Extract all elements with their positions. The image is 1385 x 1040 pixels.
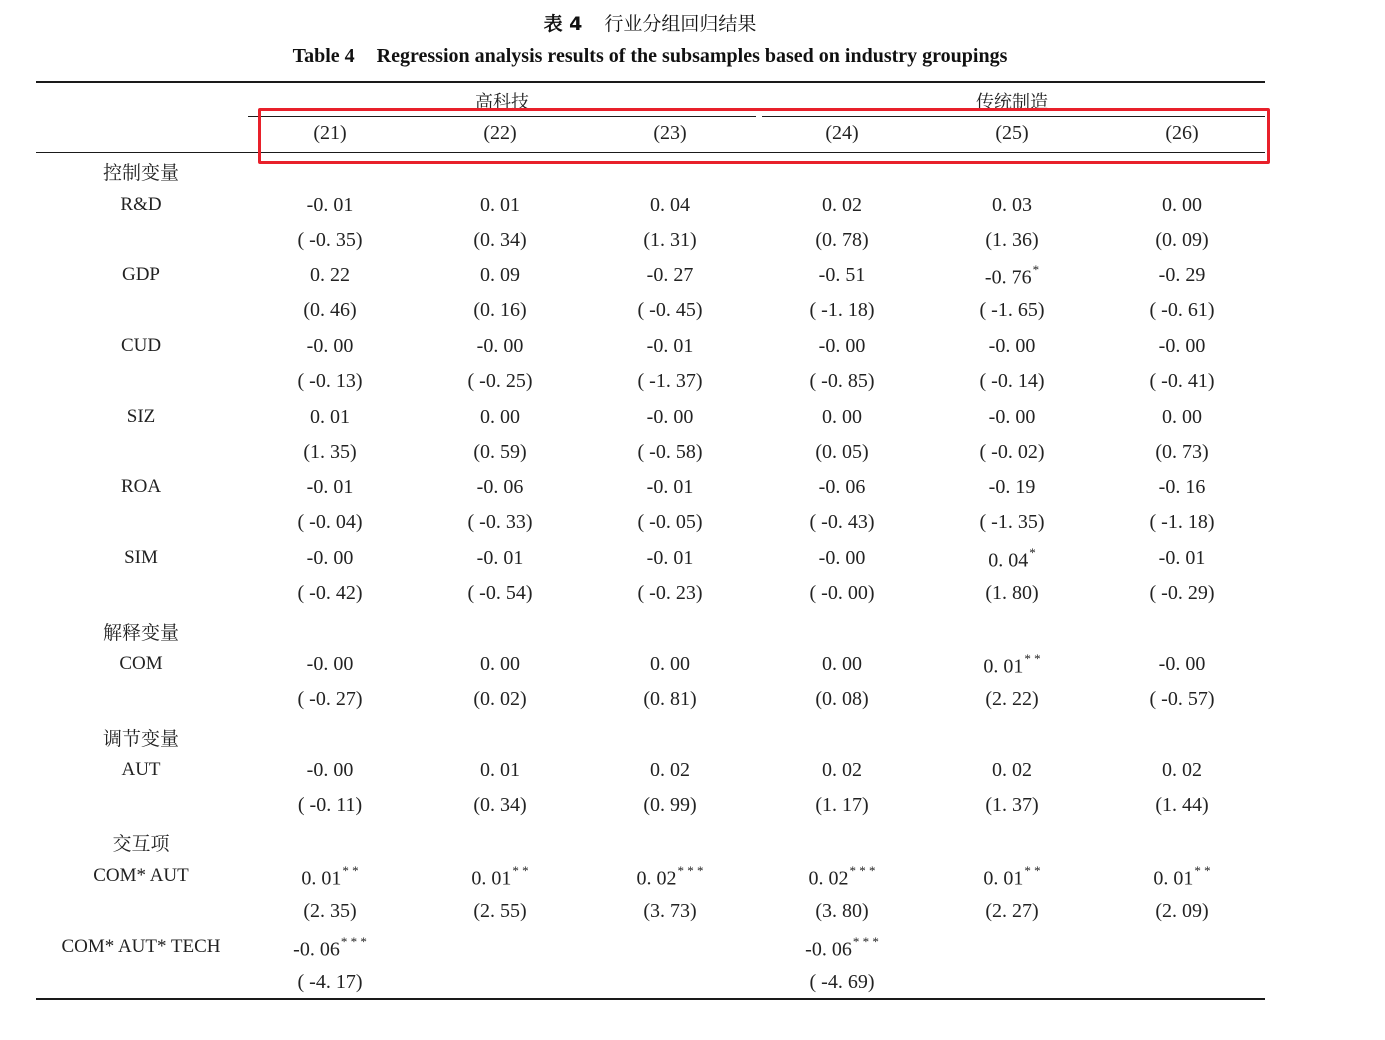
coefficient-cell-text: 0. 04 [988,549,1029,572]
coefficient-cell [590,406,750,429]
coefficient-cell-text: 0. 01 [983,867,1024,890]
coefficient-cell-text: -0. 06 [805,938,852,961]
coefficient-cell-text: -0. 19 [988,476,1036,498]
t-statistic-cell [1102,794,1262,817]
row-label-text: R&D [120,194,162,215]
coefficient-cell [420,476,580,499]
coefficient-cell [590,335,750,358]
table-caption-cn: 行业分组回归结果 [604,13,757,35]
coefficient-cell-text: -0. 27 [646,264,694,286]
t-statistic-cell-text: (0. 09) [1155,229,1209,251]
t-statistic-cell [250,441,410,464]
t-statistic-cell [1102,900,1262,923]
t-statistic-cell [250,971,410,994]
t-statistic-cell [590,441,750,464]
t-statistic-cell-text: (0. 08) [815,688,869,710]
t-statistic-cell [420,441,580,464]
t-statistic-cell-text: ( -1. 37) [637,370,703,392]
row-label-text: ROA [120,476,162,497]
t-statistic-cell [762,229,922,252]
row-label-text: COM [119,653,163,674]
t-statistic-cell [420,900,580,923]
t-statistic-cell-text: (1. 36) [985,229,1039,251]
row-label [31,759,251,781]
t-statistic-cell-text: ( -0. 54) [467,582,533,604]
t-statistic-cell [932,582,1092,605]
table-title-cn [0,9,1300,36]
coefficient-cell-text: 0. 00 [650,653,690,675]
coefficient-cell-text: 0. 01 [480,194,520,216]
coefficient-cell [932,194,1092,217]
t-statistic-cell-text: (0. 34) [473,229,527,251]
t-statistic-cell [250,688,410,711]
t-statistic-cell [932,299,1092,322]
section-label-interaction-text: 交互项 [112,833,170,855]
coefficient-cell-text: 0. 09 [480,264,520,286]
t-statistic-cell-text: ( -0. 57) [1149,688,1215,710]
t-statistic-cell-text: (0. 59) [473,441,527,463]
significance-stars: * * * [849,863,876,878]
row-label-text: AUT [121,759,161,780]
coefficient-cell-text: 0. 02 [808,867,849,890]
coefficient-cell-text: 0. 22 [310,264,350,286]
coefficient-cell-text: 0. 00 [480,653,520,675]
t-statistic-cell-text: (1. 44) [1155,794,1209,816]
t-statistic-cell-text: (1. 31) [643,229,697,251]
row-label-text: GDP [121,264,160,285]
coefficient-cell [762,865,922,891]
coefficient-cell [932,476,1092,499]
t-statistic-cell [250,794,410,817]
coefficient-cell [932,759,1092,782]
row-label-text: COM* AUT* TECH [61,936,221,957]
t-statistic-cell-text: (1. 80) [985,582,1039,604]
coefficient-cell-text: -0. 29 [1158,264,1206,286]
coefficient-cell-text: 0. 02 [1162,759,1202,781]
t-statistic-cell [590,582,750,605]
t-statistic-cell-text: ( -0. 85) [809,370,875,392]
significance-stars: * * [1194,863,1211,878]
t-statistic-cell-text: ( -0. 33) [467,511,533,533]
t-statistic-cell [590,229,750,252]
t-statistic-cell-text: ( -4. 17) [297,971,363,993]
coefficient-cell-text: -0. 51 [818,264,866,286]
column-header-23: (23) [653,122,687,144]
t-statistic-cell [420,511,580,534]
t-statistic-cell-text: ( -0. 00) [809,582,875,604]
section-label-control-text: 控制变量 [102,162,179,184]
t-statistic-cell-text: ( -0. 61) [1149,299,1215,321]
t-statistic-cell-text: (1. 35) [303,441,357,463]
t-statistic-cell [250,511,410,534]
section-label-moderating [61,724,221,751]
row-label [31,335,251,357]
coefficient-cell [590,653,750,676]
t-statistic-cell [932,441,1092,464]
t-statistic-cell-text: (0. 78) [815,229,869,251]
t-statistic-cell [420,229,580,252]
coefficient-cell [250,335,410,358]
t-statistic-cell-text: ( -0. 13) [297,370,363,392]
t-statistic-cell [762,971,922,994]
coefficient-cell [1102,335,1262,358]
coefficient-cell [590,264,750,287]
row-label [31,194,251,216]
row-label [31,406,251,428]
t-statistic-cell-text: (0. 02) [473,688,527,710]
t-statistic-cell [932,794,1092,817]
t-statistic-cell-text: (0. 99) [643,794,697,816]
t-statistic-cell [932,511,1092,534]
coefficient-cell-text: 0. 00 [1162,194,1202,216]
coefficient-cell [932,335,1092,358]
significance-stars: * [1029,545,1036,560]
t-statistic-cell [932,900,1092,923]
coefficient-cell [932,865,1092,891]
t-statistic-cell-text: ( -0. 58) [637,441,703,463]
t-statistic-cell [1102,441,1262,464]
coefficient-cell [420,194,580,217]
column-header-25: (25) [995,122,1029,144]
coefficient-cell [590,865,750,891]
t-statistic-cell-text: ( -1. 18) [1149,511,1215,533]
coefficient-cell-text: -0. 00 [306,335,354,357]
t-statistic-cell-text: ( -0. 35) [297,229,363,251]
t-statistic-cell-text: ( -0. 14) [979,370,1045,392]
coefficient-cell-text: 0. 01 [983,655,1024,678]
row-label-text: COM* AUT [93,865,189,886]
row-label [31,476,251,498]
t-statistic-cell [590,299,750,322]
coefficient-cell-text: -0. 00 [646,406,694,428]
t-statistic-cell-text: ( -1. 35) [979,511,1045,533]
coefficient-cell-text: 0. 00 [822,653,862,675]
t-statistic-cell [932,229,1092,252]
row-label-text: CUD [120,335,162,356]
coefficient-cell [250,936,410,962]
t-statistic-cell [1102,582,1262,605]
t-statistic-cell-text: (2. 22) [985,688,1039,710]
t-statistic-cell-text: (1. 17) [815,794,869,816]
significance-stars: * * [1024,651,1041,666]
coefficient-cell-text: -0. 01 [646,335,694,357]
section-label-moderating-text: 调节变量 [102,728,179,750]
coefficient-cell [590,476,750,499]
t-statistic-cell-text: ( -0. 02) [979,441,1045,463]
coefficient-cell [1102,759,1262,782]
coefficient-cell [932,547,1092,573]
significance-stars: * * * [677,863,704,878]
t-statistic-cell [1102,229,1262,252]
t-statistic-cell-text: ( -0. 27) [297,688,363,710]
t-statistic-cell-text: ( -1. 65) [979,299,1045,321]
coefficient-cell [762,759,922,782]
coefficient-cell-text: -0. 00 [818,547,866,569]
t-statistic-cell-text: (0. 81) [643,688,697,710]
t-statistic-cell [1102,511,1262,534]
coefficient-cell [250,653,410,676]
group-label-high-tech: 高科技 [475,92,529,113]
t-statistic-cell [1102,688,1262,711]
coefficient-cell-text: 0. 02 [822,759,862,781]
coefficient-cell-text: 0. 04 [650,194,690,216]
t-statistic-cell [590,900,750,923]
coefficient-cell [1102,653,1262,676]
t-statistic-cell-text: (2. 09) [1155,900,1209,922]
table-caption-en: Regression analysis results of the subsamples based on industry groupings [376,45,1008,67]
t-statistic-cell [762,794,922,817]
coefficient-cell-text: -0. 01 [306,194,354,216]
row-label [31,936,251,958]
coefficient-cell [1102,547,1262,570]
t-statistic-cell-text: (1. 37) [985,794,1039,816]
t-statistic-cell-text: (0. 73) [1155,441,1209,463]
coefficient-cell [420,759,580,782]
coefficient-cell-text: -0. 01 [646,476,694,498]
coefficient-cell [420,406,580,429]
significance-stars: * * * [852,934,879,949]
coefficient-cell-text: 0. 00 [1162,406,1202,428]
coefficient-cell [762,476,922,499]
coefficient-cell-text: 0. 03 [992,194,1032,216]
coefficient-cell [590,547,750,570]
coefficient-cell-text: -0. 01 [1158,547,1206,569]
coefficient-cell [1102,194,1262,217]
coefficient-cell-text: -0. 00 [306,547,354,569]
significance-stars: * * [342,863,359,878]
coefficient-cell [420,653,580,676]
row-label-text: SIM [124,547,158,568]
t-statistic-cell-text: (0. 16) [473,299,527,321]
t-statistic-cell [762,370,922,393]
t-statistic-cell [932,370,1092,393]
column-header-26: (26) [1165,122,1199,144]
t-statistic-cell [762,688,922,711]
coefficient-cell [1102,865,1262,891]
highlight-box [258,108,1270,164]
t-statistic-cell [420,582,580,605]
t-statistic-cell-text: ( -0. 04) [297,511,363,533]
t-statistic-cell-text: ( -0. 45) [637,299,703,321]
coefficient-cell-text: -0. 01 [306,476,354,498]
t-statistic-cell [762,441,922,464]
coefficient-cell-text: -0. 01 [476,547,524,569]
t-statistic-cell [590,794,750,817]
coefficient-cell-text: 0. 00 [480,406,520,428]
coefficient-cell-text: 0. 00 [822,406,862,428]
coefficient-cell-text: -0. 01 [646,547,694,569]
t-statistic-cell [590,511,750,534]
coefficient-cell [250,476,410,499]
t-statistic-cell-text: (0. 34) [473,794,527,816]
section-label-explanatory-text: 解释变量 [102,622,179,644]
coefficient-cell-text: 0. 01 [471,867,512,890]
coefficient-cell [250,406,410,429]
coefficient-cell-text: -0. 16 [1158,476,1206,498]
t-statistic-cell-text: ( -4. 69) [809,971,875,993]
t-statistic-cell [762,299,922,322]
coefficient-cell [250,264,410,287]
t-statistic-cell-text: ( -0. 41) [1149,370,1215,392]
column-header-22: (22) [483,122,517,144]
coefficient-cell [762,264,922,287]
column-header-21: (21) [313,122,347,144]
t-statistic-cell [250,900,410,923]
coefficient-cell-text: -0. 00 [1158,335,1206,357]
t-statistic-cell [250,299,410,322]
t-statistic-cell-text: (3. 73) [643,900,697,922]
coefficient-cell [762,406,922,429]
t-statistic-cell-text: ( -0. 29) [1149,582,1215,604]
coefficient-cell-text: -0. 06 [293,938,340,961]
significance-stars: * [1032,262,1040,277]
coefficient-cell-text: -0. 00 [1158,653,1206,675]
t-statistic-cell-text: (0. 05) [815,441,869,463]
t-statistic-cell-text: ( -0. 05) [637,511,703,533]
coefficient-cell-text: -0. 00 [988,406,1036,428]
t-statistic-cell-text: ( -0. 43) [809,511,875,533]
t-statistic-cell-text: (2. 35) [303,900,357,922]
t-statistic-cell-text: ( -1. 18) [809,299,875,321]
coefficient-cell-text: -0. 76 [984,266,1032,289]
coefficient-cell [762,936,922,962]
t-statistic-cell [420,299,580,322]
coefficient-cell [932,406,1092,429]
section-label-interaction [61,829,221,856]
section-label-control [61,158,221,185]
coefficient-cell [250,759,410,782]
table-number-cn: 表 4 [543,13,583,35]
column-header-24: (24) [825,122,859,144]
t-statistic-cell [1102,299,1262,322]
t-statistic-cell [420,370,580,393]
t-statistic-cell [250,370,410,393]
coefficient-cell-text: -0. 00 [818,335,866,357]
significance-stars: * * [512,863,529,878]
significance-stars: * * * [340,934,367,949]
coefficient-cell-text: -0. 06 [818,476,866,498]
coefficient-cell [1102,476,1262,499]
t-statistic-cell-text: (2. 55) [473,900,527,922]
row-label [31,547,251,569]
group-label-traditional: 传统制造 [976,92,1048,113]
row-label [31,264,251,286]
coefficient-cell [762,335,922,358]
t-statistic-cell-text: ( -0. 11) [297,794,363,816]
coefficient-cell-text: -0. 00 [476,335,524,357]
section-label-explanatory [61,618,221,645]
coefficient-cell [762,194,922,217]
coefficient-cell [250,194,410,217]
coefficient-cell-text: 0. 01 [1153,867,1194,890]
row-label [31,865,251,887]
coefficient-cell-text: 0. 02 [822,194,862,216]
t-statistic-cell [762,900,922,923]
coefficient-cell [250,547,410,570]
coefficient-cell [420,865,580,891]
t-statistic-cell [250,229,410,252]
coefficient-cell-text: -0. 00 [306,759,354,781]
coefficient-cell [420,547,580,570]
significance-stars: * * [1024,863,1041,878]
coefficient-cell-text: 0. 01 [310,406,350,428]
coefficient-cell-text: 0. 01 [301,867,342,890]
coefficient-cell [590,759,750,782]
coefficient-cell [932,653,1092,679]
t-statistic-cell [420,794,580,817]
t-statistic-cell [250,582,410,605]
table-title-en [0,45,1300,68]
coefficient-cell-text: 0. 02 [636,867,677,890]
t-statistic-cell [590,688,750,711]
table-number-en: Table 4 [292,45,355,67]
t-statistic-cell-text: (0. 46) [303,299,357,321]
t-statistic-cell [420,688,580,711]
coefficient-cell [250,865,410,891]
coefficient-cell-text: 0. 02 [992,759,1032,781]
row-label [31,653,251,675]
top-rule [36,81,1265,83]
t-statistic-cell-text: ( -0. 25) [467,370,533,392]
t-statistic-cell-text: (2. 27) [985,900,1039,922]
coefficient-cell [1102,406,1262,429]
coefficient-cell [420,264,580,287]
coefficient-cell-text: -0. 06 [476,476,524,498]
coefficient-cell [1102,264,1262,287]
t-statistic-cell [932,688,1092,711]
t-statistic-cell-text: ( -0. 23) [637,582,703,604]
coefficient-cell [762,547,922,570]
coefficient-cell-text: -0. 00 [988,335,1036,357]
coefficient-cell-text: 0. 01 [480,759,520,781]
t-statistic-cell [762,582,922,605]
t-statistic-cell [1102,370,1262,393]
coefficient-cell-text: 0. 02 [650,759,690,781]
t-statistic-cell [590,370,750,393]
coefficient-cell [590,194,750,217]
t-statistic-cell [762,511,922,534]
coefficient-cell [762,653,922,676]
bottom-rule [36,998,1265,1000]
coefficient-cell [420,335,580,358]
t-statistic-cell-text: ( -0. 42) [297,582,363,604]
coefficient-cell [932,264,1092,290]
row-label-text: SIZ [126,406,156,427]
coefficient-cell-text: -0. 00 [306,653,354,675]
t-statistic-cell-text: (3. 80) [815,900,869,922]
